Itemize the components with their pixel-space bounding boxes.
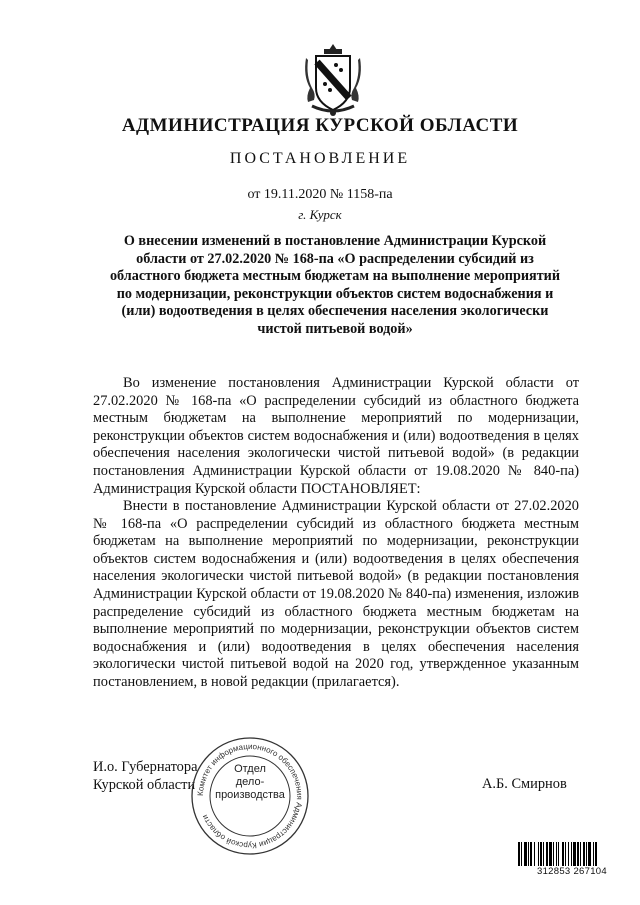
body-paragraph-2 <box>93 498 579 692</box>
document-type: ПОСТАНОВЛЕНИЕ <box>229 150 411 167</box>
document-subject: О внесении изменений в постановление Администрации Курской области от 27.02.2020 № 168-па «О распределении субсидий из областного бюджета местным бюджетам на выполнение мероприятий по модернизации, реконструкции объектов систем водоснабжения и (или) водоотведения в целях обеспечения населения экологически чистой питьевой водой» <box>109 233 561 337</box>
signatory-position-line-2: Курской области <box>93 777 196 793</box>
stamp-ring-text: Комитет информационного обеспечения Администрации Курской области <box>195 741 305 851</box>
stamp-line-3: производства <box>215 789 285 801</box>
document-date-number: от 19.11.2020 № 1158-па <box>247 187 393 202</box>
paragraph-1-text: Во изменение постановления Администрации Курской области от 27.02.2020 № 168-па «О распределении субсидий из областного бюджета местным бюджетам на выполнение мероприятий по модернизации, реконструкции объектов систем водоснабжения и (или) водоотведения в целях обеспечения населения экологически чистой питьевой водой» (в редакции постановления Администрации Курской области от 19.08.2020 № 840-па) Администрация Курской области ПОСТАНОВЛЯЕТ: <box>93 375 579 497</box>
stamp-line-1: Отдел <box>234 763 266 775</box>
organization-title: АДМИНИСТРАЦИЯ КУРСКОЙ ОБЛАСТИ <box>121 115 519 136</box>
body-paragraph-1 <box>93 375 579 498</box>
coat-of-arms-emblem <box>302 40 364 118</box>
stamp-inner-text <box>189 763 311 802</box>
signatory-position <box>93 758 197 794</box>
signatory-position-line-1: И.о. Губернатора <box>93 759 198 775</box>
paragraph-2-text: Внести в постановление Администрации Курской области от 27.02.2020 № 168-па «О распределении субсидий из областного бюджета местным бюджетам на выполнение мероприятий по модернизации, реконструкции объектов систем водоснабжения и (или) водоотведения в целях обеспечения населения экологически чистой питьевой водой» (в редакции постановления Администрации Курской области от 19.08.2020 № 840-па) изменения, изложив распределение субсидий из областного бюджета местным бюджетам на выполнение мероприятий по модернизации, реконструкции объектов систем водоснабжения и (или) водоотведения в целях обеспечения населения экологически чистой питьевой водой на 2020 год, утвержденное указанным постановлением, в новой редакции (прилагается). <box>93 498 579 690</box>
signatory-name: А.Б. Смирнов <box>482 776 567 792</box>
barcode-number: 312853 267104 <box>517 866 627 877</box>
stamp-line-2: дело- <box>235 776 265 788</box>
document-city: г. Курск <box>298 207 342 222</box>
